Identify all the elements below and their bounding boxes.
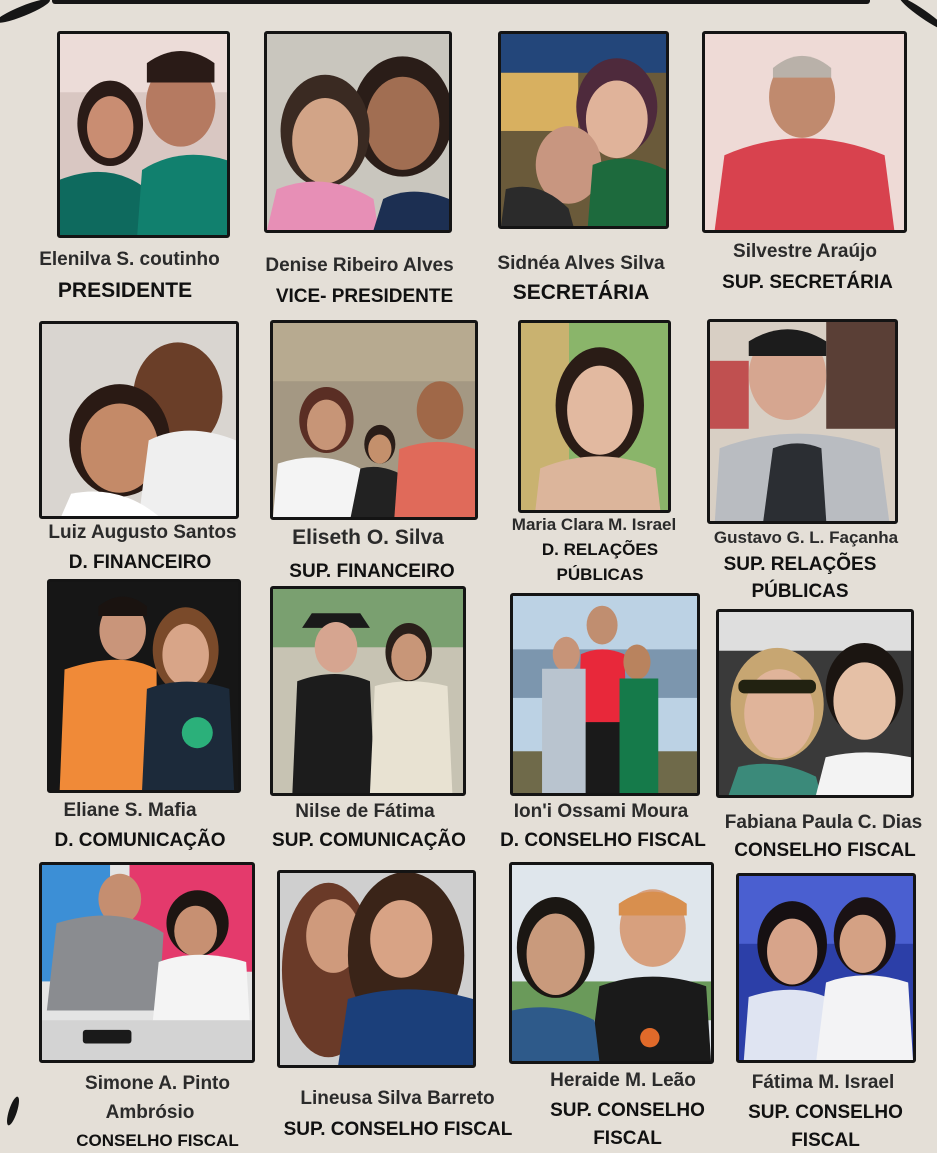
member-photo-denise xyxy=(264,31,452,233)
top-divider-line xyxy=(52,0,870,4)
member-name: Luiz Augusto Santos xyxy=(48,522,237,543)
member-name: Sidnéa Alves Silva xyxy=(497,253,665,274)
member-photo-elenilva xyxy=(57,31,230,238)
member-photo-fabiana xyxy=(716,609,914,798)
member-role: CONSELHO FISCAL xyxy=(734,840,916,861)
member-role: PÚBLICAS xyxy=(751,581,849,602)
member-name: Lineusa Silva Barreto xyxy=(300,1088,495,1109)
member-role: PRESIDENTE xyxy=(57,279,193,302)
member-role: D. CONSELHO FISCAL xyxy=(500,830,706,851)
member-role: FISCAL xyxy=(593,1128,662,1149)
member-name: Heraide M. Leão xyxy=(550,1070,696,1091)
decorative-swash-left xyxy=(0,0,52,26)
member-photo-eliane xyxy=(47,579,241,793)
member-name: Gustavo G. L. Façanha xyxy=(713,528,899,547)
member-name: Denise Ribeiro Alves xyxy=(265,255,454,276)
member-name: Eliane S. Mafia xyxy=(63,800,197,821)
member-name: Simone A. Pinto xyxy=(85,1073,230,1094)
member-name: Nilse de Fátima xyxy=(295,801,435,822)
member-photo-heraide xyxy=(509,862,714,1064)
member-name: Ion'i Ossami Moura xyxy=(513,801,689,822)
member-role: SUP. CONSELHO xyxy=(550,1100,705,1121)
member-photo-maria-clara xyxy=(518,320,671,513)
member-role: SUP. RELAÇÕES xyxy=(723,554,877,575)
member-photo-fatima xyxy=(736,873,916,1063)
member-name: Fátima M. Israel xyxy=(751,1072,895,1093)
member-role: VICE- PRESIDENTE xyxy=(275,286,454,307)
member-photo-gustavo xyxy=(707,319,898,524)
member-photo-lineusa xyxy=(277,870,476,1068)
member-photo-simone xyxy=(39,862,255,1063)
member-name: Fabiana Paula C. Dias xyxy=(724,812,923,833)
member-role: SUP. COMUNICAÇÃO xyxy=(272,830,466,851)
member-role: CONSELHO FISCAL xyxy=(76,1131,239,1150)
member-photo-sidnea xyxy=(498,31,669,229)
member-photo-eliseth xyxy=(270,320,478,520)
member-role: SECRETÁRIA xyxy=(512,281,650,304)
member-name: Silvestre Araújo xyxy=(733,241,877,262)
member-role: PÚBLICAS xyxy=(556,565,644,584)
member-name: Eliseth O. Silva xyxy=(292,526,444,549)
member-role: D. FINANCEIRO xyxy=(68,552,212,573)
member-role: D. COMUNICAÇÃO xyxy=(54,830,226,851)
member-photo-ioni xyxy=(510,593,700,796)
member-photo-silvestre xyxy=(702,31,907,233)
member-name: Ambrósio xyxy=(105,1102,195,1123)
decorative-swash-right xyxy=(898,0,937,33)
member-role: SUP. CONSELHO xyxy=(748,1102,903,1123)
member-role: SUP. CONSELHO FISCAL xyxy=(283,1119,513,1140)
decorative-swash-bottom-left xyxy=(5,1095,22,1126)
member-name: Maria Clara M. Israel xyxy=(511,515,677,534)
member-role: SUP. SECRETÁRIA xyxy=(722,272,893,293)
member-role: FISCAL xyxy=(791,1130,860,1151)
member-name: Elenilva S. coutinho xyxy=(39,249,220,270)
member-role: SUP. FINANCEIRO xyxy=(289,561,455,582)
member-photo-luiz xyxy=(39,321,239,519)
member-photo-nilse xyxy=(270,586,466,796)
member-role: D. RELAÇÕES xyxy=(541,540,659,559)
